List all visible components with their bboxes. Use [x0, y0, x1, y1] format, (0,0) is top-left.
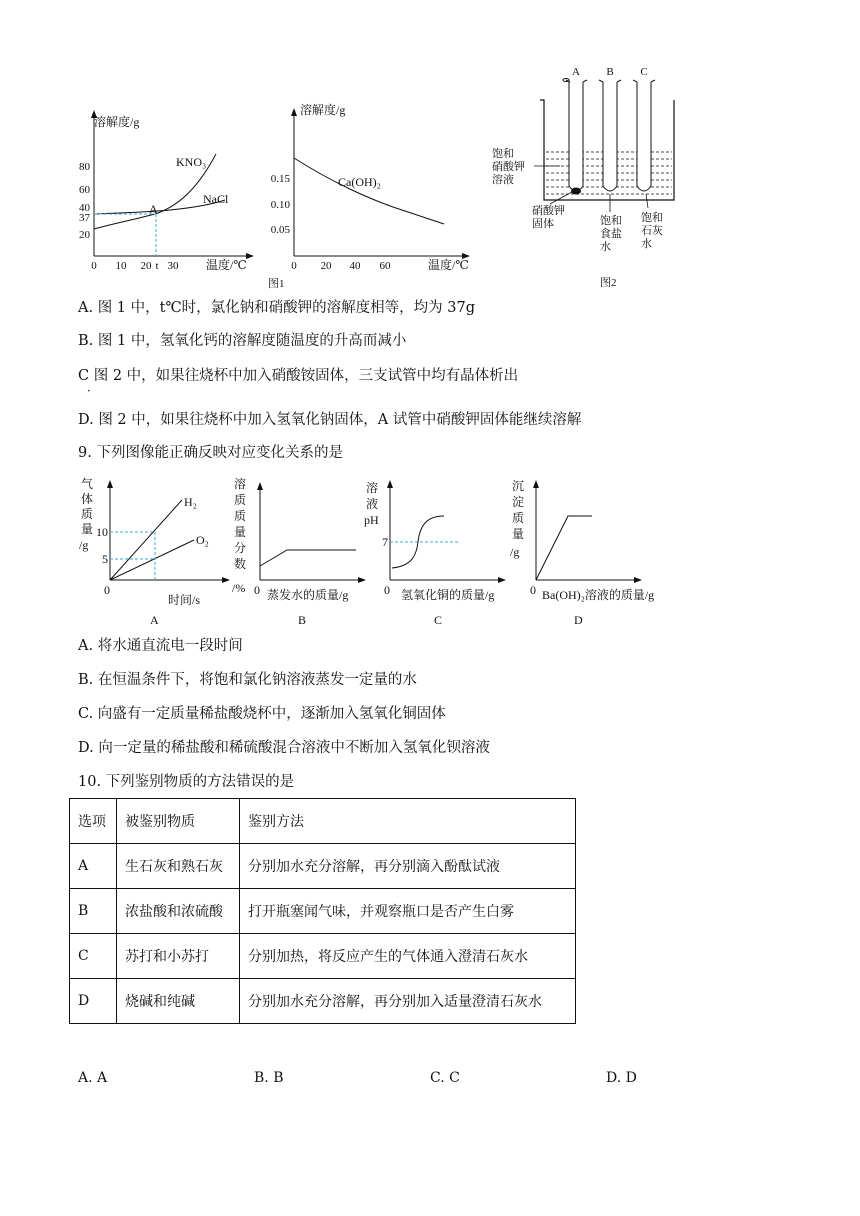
svg-text:D: D — [574, 613, 583, 627]
table-cell: 分别加水充分溶解，再分别加入适量澄清石灰水 — [240, 979, 576, 1024]
fig1a-xlabel: 温度/℃ — [206, 258, 247, 272]
svg-text:O₂: O₂ — [196, 533, 209, 547]
q10-answer-d: D. D — [606, 1070, 637, 1086]
svg-text:10: 10 — [96, 525, 108, 539]
table-row — [70, 889, 576, 934]
q9-option-a: A. 将水通直流电一段时间 — [78, 638, 243, 654]
q9-option-b: B. 在恒温条件下，将饱和氯化钠溶液蒸发一定量的水 — [78, 672, 417, 688]
fig1a-xtick: 10 — [115, 260, 127, 272]
fig1a-ylabel: 溶解度/g — [94, 115, 140, 129]
svg-text:C: C — [434, 613, 443, 627]
q8-option-d: D. 图 2 中，如果往烧杯中加入氢氧化钠固体，A 试管中硝酸钾固体能继续溶解 — [78, 412, 582, 428]
fig1-caption: 图1 — [268, 278, 285, 290]
q10-table — [69, 798, 576, 1024]
fig1b-ytick: 0.05 — [270, 224, 290, 236]
q8-option-c: C 图 2 中，如果往烧杯中加入硝酸铵固体，三支试管中均有晶体析出 — [78, 368, 519, 384]
table-cell: C — [70, 934, 117, 979]
table-header-cell: 选项 — [70, 799, 117, 844]
b-label: 饱和 — [600, 215, 622, 227]
q10-answer-b: B. B — [254, 1070, 284, 1086]
svg-text:A: A — [150, 613, 159, 627]
q9-graph-b — [232, 476, 366, 627]
svg-text:数: 数 — [234, 557, 247, 571]
q8-option-b: B. 图 1 中，氢氧化钙的溶解度随温度的升高而减小 — [78, 333, 407, 349]
table-cell: B — [70, 889, 117, 934]
q9-stem: 9. 下列图像能正确反映对应变化关系的是 — [78, 445, 343, 461]
svg-text:沉: 沉 — [512, 479, 525, 493]
fig1-left-chart — [79, 110, 254, 272]
fig1a-ytick: 20 — [79, 229, 90, 241]
q10-answer-a: A. A — [78, 1070, 108, 1086]
table-cell: 浓盐酸和浓硫酸 — [117, 889, 240, 934]
kno3-solid — [571, 188, 581, 195]
q10-stem: 10. 下列鉴别物质的方法错误的是 — [78, 774, 295, 790]
b-label: 食盐 — [600, 228, 622, 240]
tube-letter: A — [572, 66, 580, 78]
table-cell: 分别加热，将反应产生的气体通入澄清石灰水 — [240, 934, 576, 979]
svg-text:质: 质 — [234, 509, 247, 523]
q8-option-a: A. 图 1 中，t℃时，氯化钠和硝酸钾的溶解度相等，均为 37g — [78, 300, 476, 316]
beaker-label: 饱和 — [492, 148, 514, 160]
fig1b-ytick: 0.15 — [270, 173, 290, 185]
table-cell: 打开瓶塞闻气味，并观察瓶口是否产生白雾 — [240, 889, 576, 934]
svg-text:0: 0 — [254, 583, 260, 597]
caoh2-curve — [294, 158, 444, 224]
svg-text:/g: /g — [79, 538, 89, 552]
q9-graph-d — [510, 479, 654, 627]
mass-fraction-line — [260, 550, 356, 566]
svg-text:气: 气 — [81, 477, 94, 491]
svg-text:Ba(OH)₂溶液的质量/g: Ba(OH)₂溶液的质量/g — [542, 588, 655, 602]
fig1b-ytick: 0.10 — [270, 199, 290, 211]
tube-a — [569, 82, 583, 191]
svg-text:0: 0 — [530, 583, 536, 597]
fig1a-ytick: 80 — [79, 161, 90, 173]
q9-graphs — [70, 474, 690, 630]
fig1b-xtick: 40 — [349, 260, 361, 272]
svg-text:B: B — [298, 613, 307, 627]
svg-text:量: 量 — [512, 527, 525, 541]
fig1a-xtick: 20 — [140, 260, 152, 272]
beaker-label: 硝酸钾 — [492, 161, 525, 173]
svg-text:蒸发水的质量/g: 蒸发水的质量/g — [267, 588, 349, 602]
svg-text:分: 分 — [234, 541, 247, 555]
svg-text:7: 7 — [382, 535, 388, 549]
svg-text:量: 量 — [81, 522, 94, 536]
svg-text:量: 量 — [234, 525, 247, 539]
fig1a-xtick: t — [155, 260, 159, 272]
table-cell: 分别加水充分溶解，再分别滴入酚酞试液 — [240, 844, 576, 889]
fig1b-xtick: 20 — [320, 260, 332, 272]
precipitate-line — [536, 516, 592, 580]
fig1a-kno3-label: KNO₃ — [176, 155, 207, 169]
c-label: 水 — [641, 238, 652, 250]
figure-1 — [70, 96, 490, 296]
c-label: 饱和 — [641, 212, 663, 224]
svg-text:氢氧化铜的质量/g: 氢氧化铜的质量/g — [401, 588, 495, 602]
fig1b-curve-label: Ca(OH)₂ — [338, 175, 381, 189]
table-cell: 苏打和小苏打 — [117, 934, 240, 979]
table-cell: A — [70, 844, 117, 889]
svg-text:0: 0 — [104, 583, 110, 597]
fig1b-xlabel: 温度/℃ — [428, 258, 469, 272]
fig1a-xtick: 0 — [91, 260, 97, 272]
fig1a-ytick: 37 — [79, 212, 90, 224]
svg-text:/%: /% — [232, 581, 246, 595]
q9-option-c: C. 向盛有一定质量稀盐酸烧杯中，逐渐加入氢氧化铜固体 — [78, 706, 446, 722]
fig2-caption: 图2 — [600, 277, 617, 289]
q9-graph-c — [364, 480, 506, 627]
table-row — [70, 934, 576, 979]
figure-2 — [488, 60, 688, 292]
table-header-cell: 鉴别方法 — [240, 799, 576, 844]
table-header-cell: 被鉴别物质 — [117, 799, 240, 844]
fig1b-xtick: 0 — [291, 260, 297, 272]
svg-text:溶: 溶 — [234, 477, 247, 491]
solid-label: 固体 — [532, 218, 554, 230]
svg-text:0: 0 — [384, 583, 390, 597]
b-label: 水 — [600, 241, 611, 253]
fig1a-ytick: 60 — [79, 184, 90, 196]
fig1a-nacl-label: NaCl — [203, 192, 229, 206]
o2-line — [110, 540, 194, 580]
svg-text:液: 液 — [366, 497, 379, 511]
svg-text:5: 5 — [102, 552, 108, 566]
tube-letter: B — [606, 66, 614, 78]
table-cell: D — [70, 979, 117, 1024]
fig1a-point-label: A — [149, 202, 158, 216]
svg-text:质: 质 — [81, 507, 94, 521]
fig1b-ylabel: 溶解度/g — [300, 103, 346, 117]
svg-text:H₂: H₂ — [184, 495, 197, 509]
stray-dot: · — [87, 384, 91, 398]
fig1-right-chart — [271, 102, 470, 272]
c-label: 石灰 — [641, 225, 663, 237]
table-cell: 烧碱和纯碱 — [117, 979, 240, 1024]
svg-text:质: 质 — [234, 493, 247, 507]
q9-graph-a — [79, 476, 230, 627]
tube-letter: C — [640, 66, 648, 78]
table-cell: 生石灰和熟石灰 — [117, 844, 240, 889]
fig1a-ytick: 40 — [79, 202, 90, 214]
svg-text:质: 质 — [512, 511, 525, 525]
svg-text:时间/s: 时间/s — [168, 593, 201, 607]
q10-answer-c: C. C — [430, 1070, 460, 1086]
fig1a-xtick: 30 — [167, 260, 179, 272]
svg-text:pH: pH — [364, 513, 379, 527]
beaker-label: 溶液 — [492, 174, 514, 186]
table-row — [70, 979, 576, 1024]
svg-text:体: 体 — [81, 492, 94, 506]
fig1b-xtick: 60 — [379, 260, 391, 272]
table-header-row — [70, 799, 576, 844]
svg-text:淀: 淀 — [512, 495, 525, 509]
table-row — [70, 844, 576, 889]
q9-option-d: D. 向一定量的稀盐酸和稀硫酸混合溶液中不断加入氢氧化钡溶液 — [78, 740, 490, 756]
tube-b — [603, 82, 617, 191]
h2-line — [110, 500, 182, 580]
tube-c — [637, 82, 651, 191]
solid-label: 硝酸钾 — [532, 205, 565, 217]
svg-text:/g: /g — [510, 545, 520, 559]
svg-text:溶: 溶 — [366, 481, 379, 495]
